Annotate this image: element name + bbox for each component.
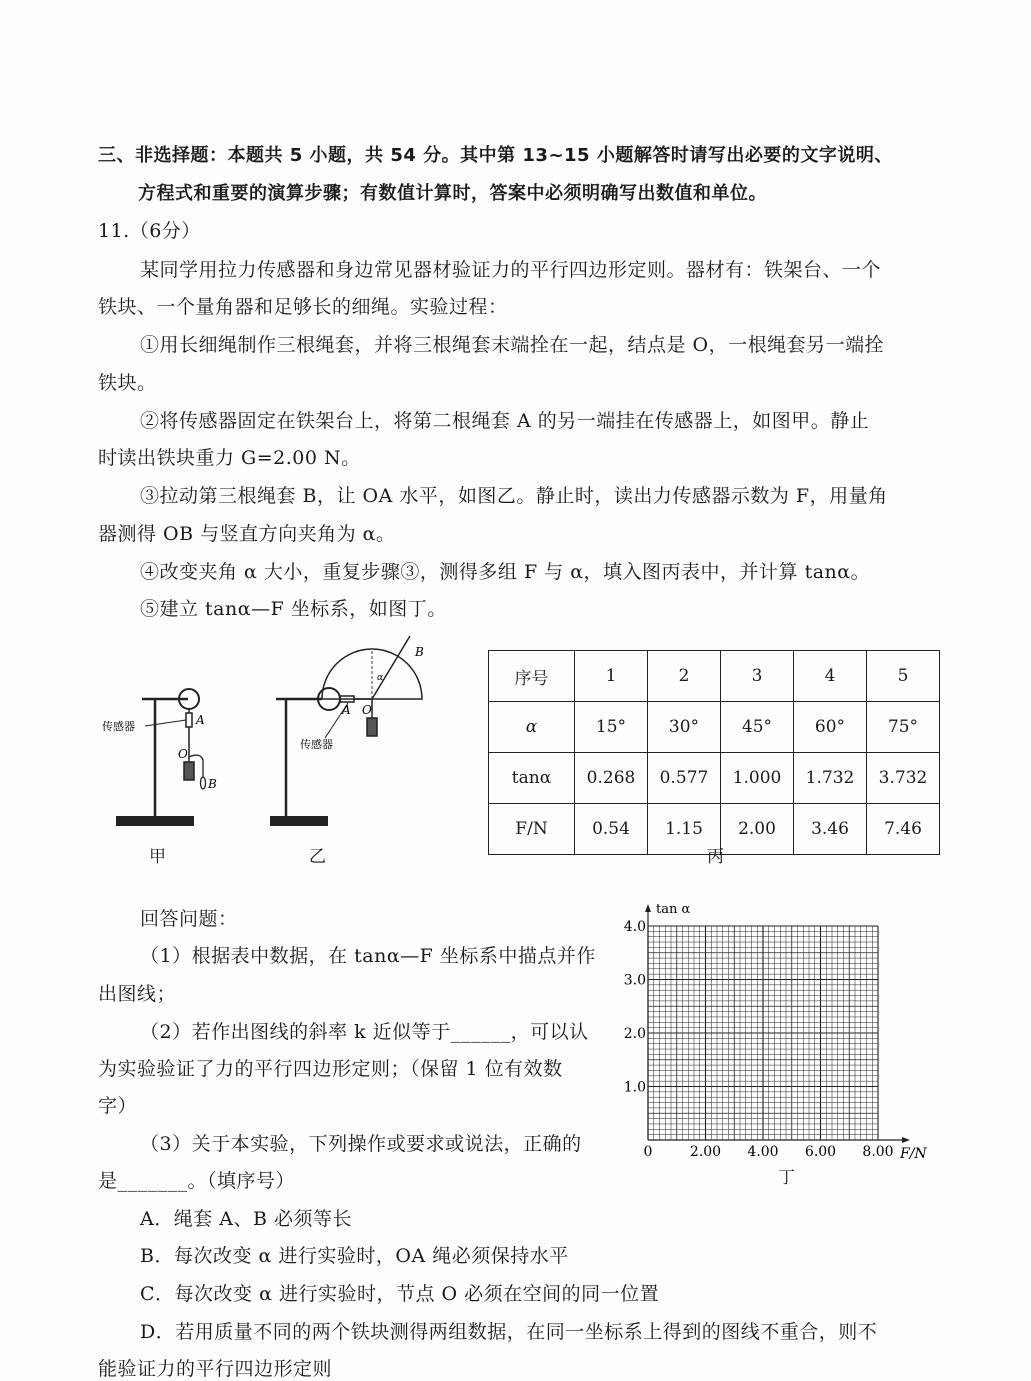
caption-yi: 乙 <box>309 847 326 867</box>
y-tick-label: 4.0 <box>623 919 646 935</box>
iron-block <box>184 762 194 780</box>
label-b: B <box>415 645 424 659</box>
label-o: O <box>362 703 372 717</box>
row-header: tanα <box>489 753 575 804</box>
sensor-label: 传感器 <box>300 738 333 751</box>
step4: ④改变夹角 α 大小，重复步骤③，测得多组 F 与 α，填入图丙表中，并计算 tanα。 <box>140 561 871 583</box>
step3-line2: 器测得 OB 与竖直方向夹角为 α。 <box>98 523 396 545</box>
table-cell: 2 <box>648 651 721 702</box>
figure-jia <box>100 680 240 840</box>
table-cell: 0.577 <box>648 753 721 804</box>
caption-bing: 丙 <box>707 847 724 867</box>
option-d: D．若用质量不同的两个铁块测得两组数据，在同一坐标系上得到的图线不重合，则不 <box>140 1321 878 1343</box>
table-cell: 5 <box>867 651 940 702</box>
table-cell: 7.46 <box>867 804 940 855</box>
y-tick-label: 3.0 <box>623 972 646 989</box>
step5: ⑤建立 tanα—F 坐标系，如图丁。 <box>140 598 447 620</box>
option-d-continued: 能验证力的平行四边形定则 <box>98 1358 333 1380</box>
x-axis-arrow <box>902 1137 910 1143</box>
step2-line1: ②将传感器固定在铁架台上，将第二根绳套 A 的另一端挂在传感器上，如图甲。静止 <box>140 410 870 432</box>
sensor <box>186 713 192 727</box>
q3-line1: （3）关于本实验，下列操作或要求或说法，正确的 <box>140 1133 582 1155</box>
table-cell: 1.000 <box>721 753 794 804</box>
q1-line2: 出图线； <box>98 983 177 1005</box>
x-tick-label: 2.00 <box>689 1144 722 1160</box>
row-header: α <box>489 702 575 753</box>
chart-grid <box>648 926 878 1140</box>
table-cell: 15° <box>575 702 648 753</box>
table-row-alpha <box>489 702 940 753</box>
chart-ding <box>615 895 935 1195</box>
x-tick-label: 6.00 <box>804 1144 837 1160</box>
q2-line2: 为实验验证了力的平行四边形定则；（保留 1 位有效数 <box>98 1058 563 1080</box>
caption-jia: 甲 <box>149 847 166 867</box>
x-tick-label: 8.00 <box>862 1144 894 1160</box>
y-tick-label: 2.0 <box>623 1026 646 1042</box>
stand-base <box>116 816 194 826</box>
caption-ding: 丁 <box>778 1168 795 1188</box>
stand-base <box>270 816 328 826</box>
step1-line1: ①用长细绳制作三根绳套，并将三根绳套末端拴在一起，结点是 O，一根绳套另一端拴 <box>140 334 885 356</box>
q1-line1: （1）根据表中数据，在 tanα—F 坐标系中描点并作 <box>140 945 596 967</box>
label-o: O <box>178 747 188 761</box>
label-a: A <box>196 713 205 727</box>
table-cell: 60° <box>794 702 867 753</box>
answer-heading: 回答问题： <box>140 908 238 930</box>
table-cell: 1.732 <box>794 753 867 804</box>
x-tick-label: 0 <box>643 1144 653 1160</box>
option-b: B．每次改变 α 进行实验时，OA 绳必须保持水平 <box>140 1245 569 1267</box>
iron-block <box>367 718 377 736</box>
step3-line1: ③拉动第三根绳套 B，让 OA 水平，如图乙。静止时，读出力传感器示数为 F，用量角 <box>140 485 888 507</box>
loop-b <box>201 777 206 789</box>
table-cell: 3.732 <box>867 753 940 804</box>
section-header-line1: 三、非选择题：本题共 5 小题，共 54 分。其中第 13~15 小题解答时请写出必要的文字说明、 <box>98 145 893 166</box>
label-a: A <box>342 703 351 717</box>
table-cell: 30° <box>648 702 721 753</box>
section-header-line2: 方程式和重要的演算步骤；有数值计算时，答案中必须明确写出数值和单位。 <box>138 183 767 204</box>
figure-yi <box>270 630 460 840</box>
table-cell: 3 <box>721 651 794 702</box>
label-b: B <box>208 777 217 791</box>
rope-ob <box>372 636 410 699</box>
x-tick-label: 4.00 <box>747 1144 779 1160</box>
table-row-index <box>489 651 940 702</box>
x-axis-label: F/N <box>900 1146 927 1162</box>
q2-line3: 字） <box>98 1095 138 1117</box>
table-row-tan <box>489 753 940 804</box>
option-a: A．绳套 A、B 必须等长 <box>140 1208 352 1230</box>
table-cell: 45° <box>721 702 794 753</box>
label-alpha: α <box>377 673 384 683</box>
step1-line2: 铁块。 <box>98 372 157 394</box>
question-number: 11.（6分） <box>98 220 201 242</box>
table-cell: 75° <box>867 702 940 753</box>
table-cell: 3.46 <box>794 804 867 855</box>
table-cell: 0.54 <box>575 804 648 855</box>
y-tick-label: 1.0 <box>623 1079 646 1096</box>
q3-line2: 是_______。（填序号） <box>98 1170 296 1192</box>
table-cell: 1 <box>575 651 648 702</box>
row-header: F/N <box>489 804 575 855</box>
y-axis-label: tan α <box>656 902 691 917</box>
intro-line1: 某同学用拉力传感器和身边常见器材验证力的平行四边形定则。器材有：铁架台、一个 <box>140 259 882 281</box>
intro-line2: 铁块、一个量角器和足够长的细绳。实验过程： <box>98 296 508 318</box>
option-c: C．每次改变 α 进行实验时，节点 O 必须在空间的同一位置 <box>140 1283 660 1305</box>
y-axis-arrow <box>645 904 651 912</box>
data-table <box>488 650 940 855</box>
table-cell: 0.268 <box>575 753 648 804</box>
sensor-label: 传感器 <box>102 720 135 733</box>
q2-line1: （2）若作出图线的斜率 k 近似等于______，可以认 <box>140 1021 589 1043</box>
table-cell: 4 <box>794 651 867 702</box>
table-cell: 1.15 <box>648 804 721 855</box>
table-cell: 2.00 <box>721 804 794 855</box>
row-header: 序号 <box>489 651 575 702</box>
step2-line2: 时读出铁块重力 G=2.00 N。 <box>98 447 361 469</box>
